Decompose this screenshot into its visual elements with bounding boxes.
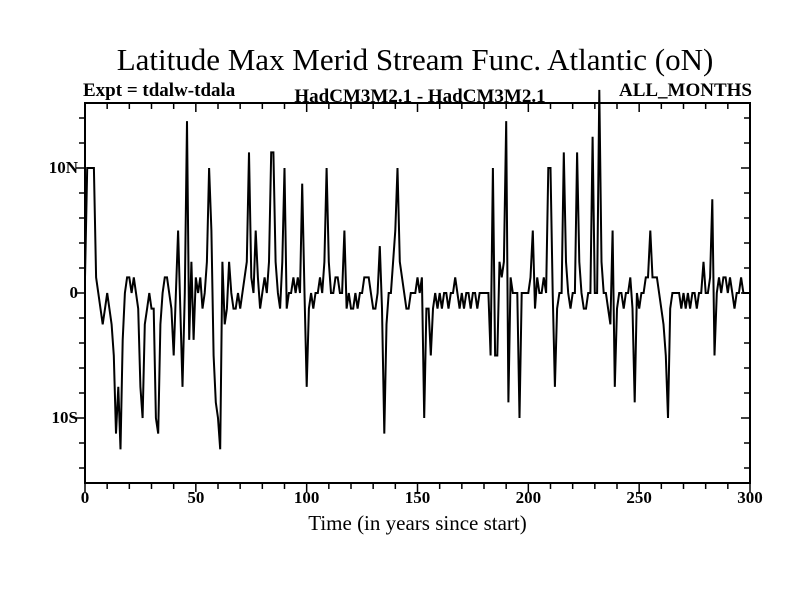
x-tick-label: 0 xyxy=(80,488,90,507)
y-tick-label: 10N xyxy=(48,158,78,177)
x-tick-label: 200 xyxy=(515,488,542,507)
y-tick-label: 10S xyxy=(51,408,78,427)
series-line xyxy=(85,90,750,449)
months-label: ALL_MONTHS xyxy=(618,80,752,101)
x-tick-label: 250 xyxy=(626,488,652,507)
x-tick-label: 150 xyxy=(404,488,431,507)
x-tick-label: 100 xyxy=(293,488,320,507)
x-axis-label: Time (in years since start) xyxy=(308,511,527,535)
x-tick-label: 300 xyxy=(737,488,763,507)
experiment-label: Expt = tdalw-tdala xyxy=(83,80,236,101)
x-tick-label: 50 xyxy=(187,488,205,507)
chart-title: Latitude Max Merid Stream Func. Atlantic (oN) xyxy=(116,42,714,77)
model-label: HadCM3M2.1 - HadCM3M2.1 xyxy=(294,86,546,107)
y-tick-label: 0 xyxy=(69,283,78,302)
